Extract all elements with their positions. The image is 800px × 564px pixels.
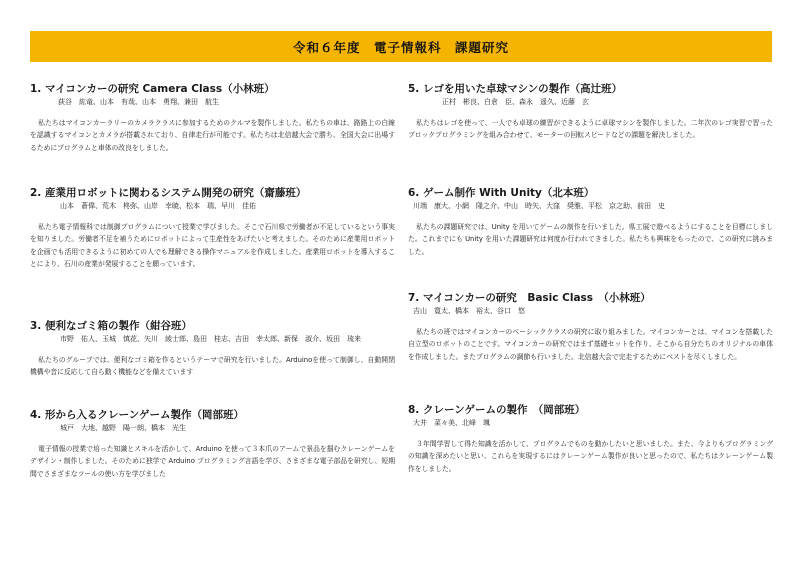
project-section-7 [408,291,773,363]
project-description: ３年間学習して得た知識を活かして、プログラムでものを動かしたいと思いました。また、今よりもプログラミングの知識を深めたいと思い、これらを実現するにはクレーンゲーム製作が良いと思ったので、私たちはクレーンゲーム製作をしました。 [408,440,773,473]
project-title: 4. 形から入るクレーンゲーム製作（岡部班） [30,409,245,421]
project-title: 5. レゴを用いた卓球マシンの製作（高辻班） [408,83,623,95]
project-section-8 [408,403,773,475]
project-section-1 [30,82,395,154]
header-banner [30,31,772,62]
project-section-3 [30,319,395,379]
project-section-5 [408,82,773,142]
project-title: 2. 産業用ロボットに関わるシステム開発の研究（齋藤班） [30,187,307,199]
project-description: 私たちはマイコンカーラリーのカメラクラスに参加するためのクルマを製作しました。私たちの車は、路路上の白線を認識するマイコンとカメラが搭載されており、自律走行が可能です。私たちは北信越大会で勝ち、全国大会に出場するためにプログラムと車体の改良をしました。 [30,119,395,152]
project-members: 正村 彬良、白倉 臣、森永 遥久、近藤 玄 [442,98,589,106]
project-title: 3. 便利なゴミ箱の製作（紺谷班） [30,320,192,332]
project-description: 私たち電子情報科では制御プログラムについて授業で学びました。そこで石川県で労働者が不足しているという事実を知りました。労働者不足を補うためにロボットによって生産性をあげたいと考えました。そのために産業用ロボットを企画でも活用できるように初めての人でも理解できる操作マニュアルを作成しました。産業用ロボットを導入することにより、石川の産業が発展することを願っています。 [30,223,395,268]
project-description: 私たちのグループでは、便利なゴミ箱を作るというテーマで研究を行いました。Arduinoを使って制御し、自動開閉機構や音に反応して自ら動く機能などを備えています [30,356,395,377]
project-title: 7. マイコンカーの研究 Basic Class （小林班） [408,292,651,304]
project-members: 吉山 寛太、橋本 裕太、谷口 悠 [413,307,525,315]
project-members: 山本 蒼偉、荒木 柊弥、山岸 幸暁、松本 瑞、早川 佳佑 [60,202,256,210]
project-section-2 [30,186,395,270]
project-title: 8. クレーンゲームの製作 （岡部班） [408,404,586,416]
project-title: 1. マイコンカーの研究 Camera Class（小林班） [30,83,275,95]
project-description: 私たちはレゴを使って、一人でも卓球の練習ができるように卓球マシンを製作しました。二年次のレゴ実習で習ったブロックプログラミングを組み合わせて、モーターの回転スピードなどの課題を解決しました。 [408,119,773,140]
project-description: 電子情報の授業で培った知識とスキルを活かして、Arduino を使って３本爪のアームで景品を掴むクレーンゲームをデザイン・制作しました。そのために独学で Arduino プログラミング言語を学び、さまざまな電子部品を研究し、短期間でさまざまなツールの使い方を学びました [30,445,395,478]
project-members: 大井 菜々美、北峰 颯 [413,419,490,427]
project-section-4 [30,408,395,480]
project-title: 6. ゲーム制作 With Unity（北本班） [408,187,595,199]
project-members: 荻谷 紘竜、山本 有哉、山本 勇翔、兼田 航生 [58,98,219,106]
page-title: 令和６年度 電子情報科 課題研究 [292,39,509,55]
project-section-6 [408,186,773,258]
project-members: 川端 康大、小網 隆之介、中山 時矢、大窪 奨雅、平松 京之助、前田 史 [413,202,665,210]
project-members: 市野 佑人、玉城 慎花、矢川 綾士郎、島田 桂志、吉田 幸太郎、新保 淑介、坂田 琉来 [60,335,361,343]
project-members: 城戸 大地、越野 陽一朗、橋本 光生 [60,424,186,432]
project-description: 私たちの班ではマイコンカーのベーシッククラスの研究に取り組みました。マイコンカーとは、マイコンを搭載した自立型のロボットのことです。マイコンカーの研究ではまず基礎セットを作り、そこから自分たちのオリジナルの車体を作成しました。またプログラムの調節も行いました。北信越大会で完走するためにベストを尽くしました。 [408,328,773,361]
project-description: 私たちの課題研究では、Unity を用いてゲームの制作を行いました。県工展で遊べるようにすることを目標にしました。これまでにも Unity を用いた課題研究は何度か行われてきました。私たちも興味をもったので、この研究に挑みました。 [408,223,773,256]
